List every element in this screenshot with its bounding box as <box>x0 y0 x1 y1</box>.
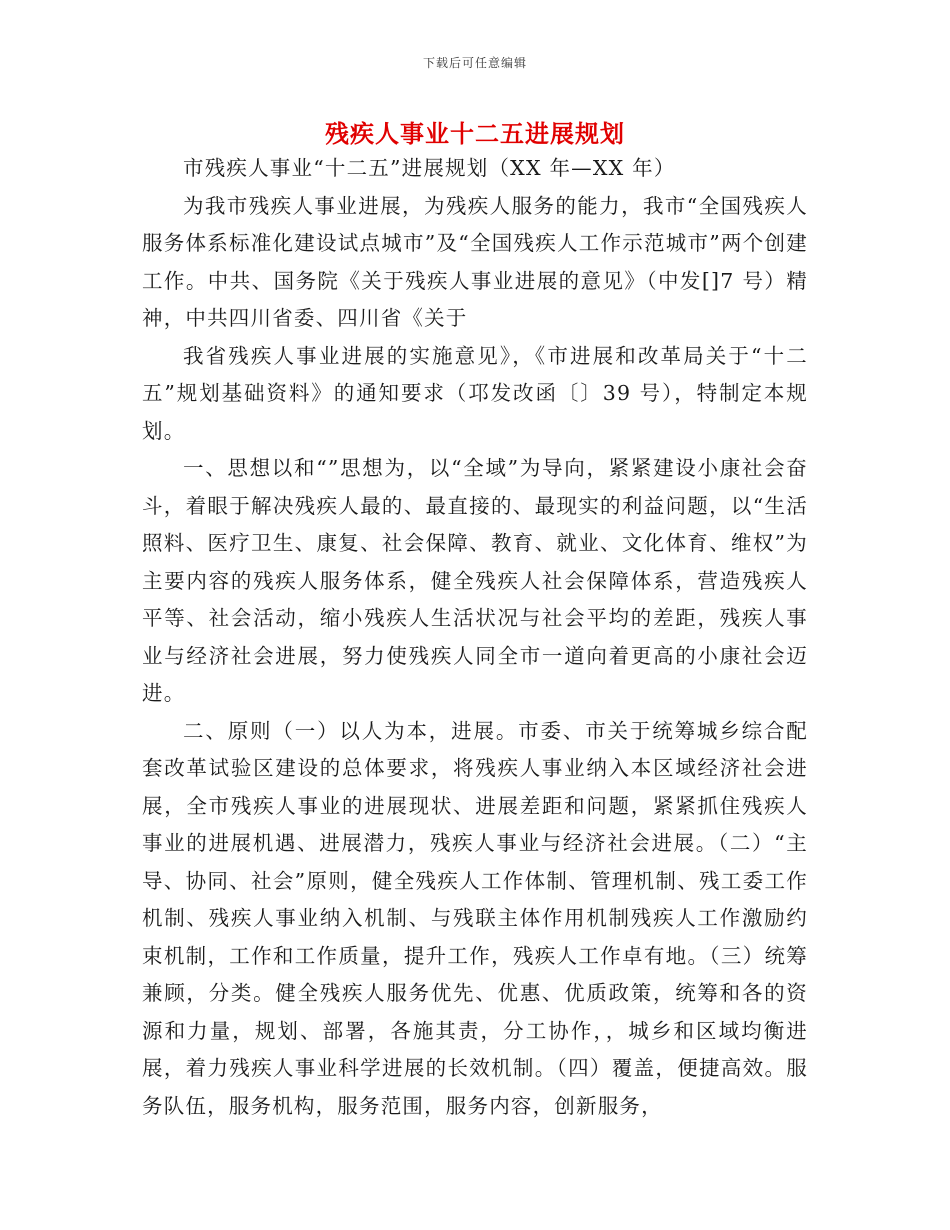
paragraph-subtitle: 市残疾人事业“十二五”进展规划（XX 年—XX 年） <box>183 156 676 180</box>
paragraph-section-2: 二、原则（一）以人为本，进展。市委、市关于统筹城乡综合配套改革试验区建设的总体要求，将残疾人事业纳入本区域经济社会进展，全市残疾人事业的进展现状、进展差距和问题，紧紧抓住残疾人事业的进展机遇、进展潜力，残疾人事业与经济社会进展。（二）“主导、协同、社会”原则，健全残疾人工作体制、管理机制、残工委工作机制、残疾人事业纳入机制、与残联主体作用机制残疾人工作激励约束机制，工作和工作质量，提升工作，残疾人工作卓有地。（三）统筹兼顾，分类。健全残疾人服务优先、优惠、优质政策，统筹和各的资源和力量，规划、部署，各施其责，分工协作，，城乡和区域均衡进展，着力残疾人事业科学进展的长效机制。（四）覆盖，便捷高效。服务队伍，服务机构，服务范围，服务内容，创新服务， <box>142 718 808 1118</box>
paragraph-intro-continued: 我省残疾人事业进展的实施意见》，《市进展和改革局关于“十二五”规划基础资料》的通知要求（邛发改函〔〕39 号），特制定本规划。 <box>142 343 808 443</box>
header-note: 下载后可任意编辑 <box>422 56 527 70</box>
document-title: 残疾人事业十二五进展规划 <box>325 119 625 148</box>
paragraph-section-1: 一、思想以和“”思想为，以“全域”为导向，紧紧建设小康社会奋斗，着眼于解决残疾人最的、最直接的、最现实的利益问题，以“生活照料、医疗卫生、康复、社会保障、教育、就业、文化体育、维权”为主要内容的残疾人服务体系，健全残疾人社会保障体系，营造残疾人平等、社会活动，缩小残疾人生活状况与社会平均的差距，残疾人事业与经济社会进展，努力使残疾人同全市一道向着更高的小康社会迈进。 <box>142 456 808 705</box>
document-body <box>142 150 808 1125</box>
paragraph-intro: 为我市残疾人事业进展，为残疾人服务的能力，我市“全国残疾人服务体系标准化建设试点城市”及“全国残疾人工作示范城市”两个创建工作。中共、国务院《关于残疾人事业进展的意见》（中发[]7 号）精神，中共四川省委、四川省《关于 <box>142 193 808 330</box>
